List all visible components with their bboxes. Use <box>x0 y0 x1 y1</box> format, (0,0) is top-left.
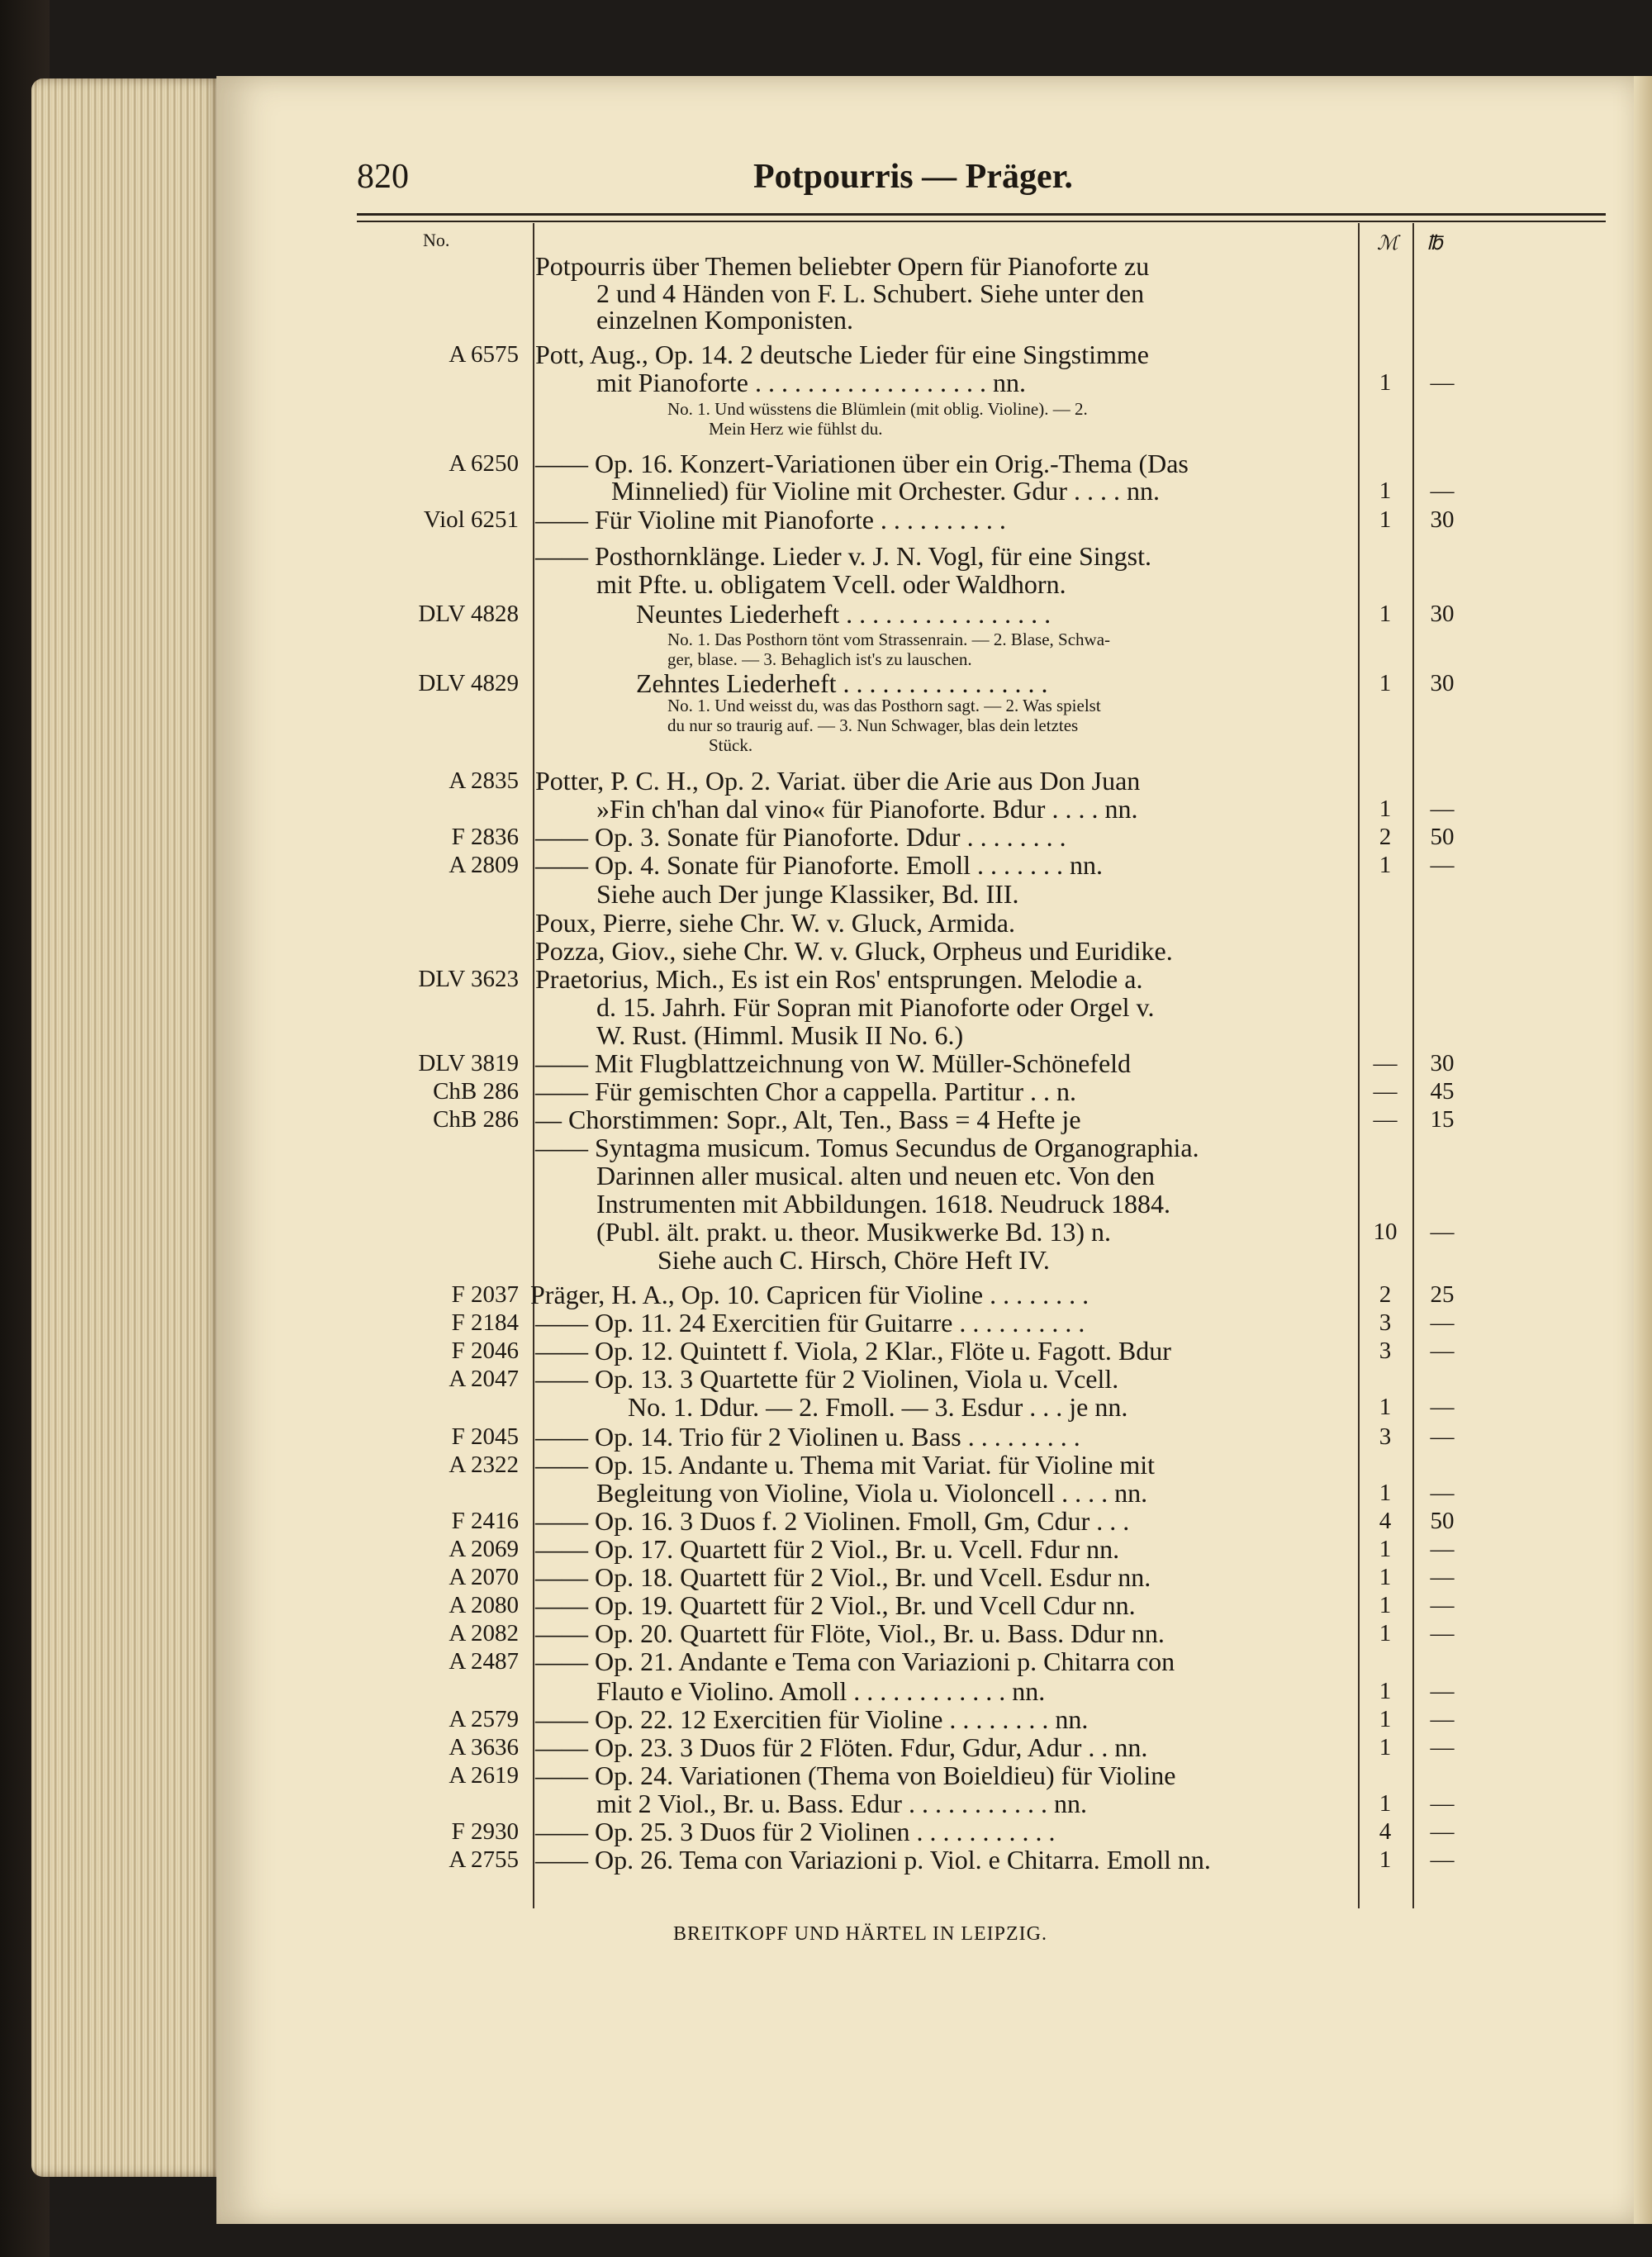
catalog-number: A 3636 <box>449 1734 519 1760</box>
entry-text-line: »Fin ch'han dal vino« für Pianoforte. Bdur . . . . nn. <box>596 794 1138 824</box>
header-rule-thin <box>357 221 1606 222</box>
entry-text-line: 2 und 4 Händen von F. L. Schubert. Siehe unter den <box>596 278 1145 308</box>
entry-text-line: W. Rust. (Himml. Musik II No. 6.) <box>596 1020 964 1050</box>
catalog-number: DLV 3623 <box>418 966 519 992</box>
entry-text-line: Minnelied) für Violine mit Orchester. Gdur . . . . nn. <box>611 476 1161 506</box>
entry-text-line: d. 15. Jahrh. Für Sopran mit Pianoforte oder Orgel v. <box>596 992 1155 1022</box>
entry-text-line: —— Op. 15. Andante u. Thema mit Variat. für Violine mit <box>535 1450 1155 1480</box>
price-pfennig: — <box>1430 1790 1455 1817</box>
entry-text-line: einzelnen Komponisten. <box>596 305 854 335</box>
price-pfennig: — <box>1430 1338 1455 1364</box>
price-pfennig: 30 <box>1430 506 1455 533</box>
column-header-pfennig: ℔ <box>1427 233 1443 254</box>
entry-text-line: —— Für Violine mit Pianoforte . . . . . . . . . . <box>535 505 1006 535</box>
price-mark: 2 <box>1379 1281 1392 1308</box>
price-mark: 1 <box>1379 852 1392 878</box>
price-pfennig: — <box>1430 796 1455 822</box>
entry-text-line: Zehntes Liederheft . . . . . . . . . . . . . . . . <box>636 668 1048 698</box>
entry-contents-note: No. 1. Und wüsstens die Blümlein (mit oblig. Violine). — 2. <box>667 399 1088 419</box>
price-mark: 1 <box>1379 506 1392 533</box>
entry-text-line: Darinnen aller musical. alten und neuen etc. Von den <box>596 1161 1155 1190</box>
catalog-number: A 2080 <box>449 1592 519 1618</box>
entry-text-line: — Chorstimmen: Sopr., Alt, Ten., Bass = 4 Hefte je <box>535 1105 1081 1134</box>
entry-text-line: —— Op. 12. Quintett f. Viola, 2 Klar., Flöte u. Fagott. Bdur <box>535 1336 1171 1366</box>
price-mark: 1 <box>1379 1536 1392 1562</box>
price-pfennig: 25 <box>1430 1281 1455 1308</box>
running-head: Potpourris — Präger. <box>753 158 1073 196</box>
price-pfennig: — <box>1430 369 1455 396</box>
price-mark: 1 <box>1379 1678 1392 1704</box>
entry-contents-note: ger, blase. — 3. Behaglich ist's zu lauschen. <box>667 649 972 669</box>
price-mark: 2 <box>1379 824 1392 850</box>
entry-text-line: Pott, Aug., Op. 14. 2 deutsche Lieder für eine Singstimme <box>535 340 1149 369</box>
catalog-number: A 2069 <box>449 1536 519 1562</box>
entry-text-line: Potter, P. C. H., Op. 2. Variat. über die Arie aus Don Juan <box>535 766 1141 796</box>
entry-text-line: —— Op. 20. Quartett für Flöte, Viol., Br. u. Bass. Ddur nn. <box>535 1618 1165 1648</box>
entry-text-line: —— Op. 25. 3 Duos für 2 Violinen . . . . . . . . . . . <box>535 1817 1056 1846</box>
entry-text-line: —— Op. 26. Tema con Variazioni p. Viol. e Chitarra. Emoll nn. <box>535 1845 1211 1874</box>
price-pfennig: — <box>1430 1734 1455 1760</box>
catalog-number: A 2047 <box>449 1366 519 1392</box>
price-pfennig: 50 <box>1430 824 1455 850</box>
entry-text-line: Potpourris über Themen beliebter Opern für Pianoforte zu <box>535 251 1150 281</box>
price-mark: — <box>1373 1050 1398 1076</box>
entry-text-line: Neuntes Liederheft . . . . . . . . . . . . . . . . <box>636 599 1051 629</box>
entry-text-line: Poux, Pierre, siehe Chr. W. v. Gluck, Armida. <box>535 908 1015 938</box>
catalog-number: F 2046 <box>451 1338 519 1364</box>
price-pfennig: 30 <box>1430 601 1455 627</box>
catalog-number: ChB 286 <box>433 1106 519 1133</box>
entry-text-line: Instrumenten mit Abbildungen. 1618. Neudruck 1884. <box>596 1189 1171 1219</box>
entry-text-line: mit Pianoforte . . . . . . . . . . . . . . . . . . nn. <box>596 368 1026 397</box>
catalog-number: A 2755 <box>449 1846 519 1873</box>
catalog-number: F 2836 <box>451 824 519 850</box>
entry-text-line: —— Für gemischten Chor a cappella. Partitur . . n. <box>535 1076 1076 1106</box>
price-mark: 1 <box>1379 1706 1392 1732</box>
catalog-number: DLV 3819 <box>418 1050 519 1076</box>
catalog-number: Viol 6251 <box>423 506 519 533</box>
price-pfennig: 50 <box>1430 1508 1455 1534</box>
entry-text-line: —— Op. 11. 24 Exercitien für Guitarre . . . . . . . . . . <box>535 1308 1085 1338</box>
entry-text-line: Siehe auch C. Hirsch, Chöre Heft IV. <box>657 1245 1050 1275</box>
entry-text-line: —— Op. 13. 3 Quartette für 2 Violinen, Viola u. Vcell. <box>535 1364 1119 1394</box>
price-pfennig: — <box>1430 1678 1455 1704</box>
entry-text-line: mit Pfte. u. obligatem Vcell. oder Waldhorn. <box>596 569 1066 599</box>
price-mark: — <box>1373 1106 1398 1133</box>
price-pfennig: — <box>1430 1818 1455 1845</box>
price-mark: 1 <box>1379 1620 1392 1646</box>
price-pfennig: — <box>1430 1564 1455 1590</box>
price-mark: 1 <box>1379 1790 1392 1817</box>
catalog-number: F 2045 <box>451 1423 519 1450</box>
entry-contents-note: Stück. <box>709 735 753 755</box>
catalog-number-column-rule <box>533 223 534 1908</box>
price-pfennig: 30 <box>1430 1050 1455 1076</box>
catalog-number: A 2835 <box>449 767 519 794</box>
entry-text-line: —— Op. 18. Quartett für 2 Viol., Br. und Vcell. Esdur nn. <box>535 1562 1151 1592</box>
entry-text-line: —— Op. 16. 3 Duos f. 2 Violinen. Fmoll, Gm, Cdur . . . <box>535 1506 1130 1536</box>
price-mark: 1 <box>1379 1394 1392 1420</box>
price-pfennig: 45 <box>1430 1078 1455 1105</box>
catalog-number: F 2930 <box>451 1818 519 1845</box>
price-mark: 1 <box>1379 478 1392 504</box>
price-mark: 3 <box>1379 1338 1392 1364</box>
catalog-number: A 2619 <box>449 1762 519 1789</box>
price-mark: — <box>1373 1078 1398 1105</box>
price-mark: 1 <box>1379 670 1392 696</box>
entry-text-line: —— Op. 19. Quartett für 2 Viol., Br. und Vcell Cdur nn. <box>535 1590 1136 1620</box>
price-pfennig: — <box>1430 1480 1455 1506</box>
price-mark: 10 <box>1373 1219 1398 1245</box>
entry-text-line: No. 1. Ddur. — 2. Fmoll. — 3. Esdur . . . je nn. <box>628 1392 1128 1422</box>
price-pfennig: — <box>1430 478 1455 504</box>
price-mark: 4 <box>1379 1508 1392 1534</box>
catalog-number: A 2809 <box>449 852 519 878</box>
header-rule <box>357 213 1606 216</box>
entry-text-line: —— Op. 16. Konzert-Variationen über ein Orig.-Thema (Das <box>535 449 1189 478</box>
entry-contents-note: No. 1. Das Posthorn tönt vom Strassenrain. — 2. Blase, Schwa- <box>667 630 1111 649</box>
price-mark: 3 <box>1379 1423 1392 1450</box>
entry-text-line: —— Op. 21. Andante e Tema con Variazioni p. Chitarra con <box>535 1646 1175 1676</box>
entry-text-line: Pozza, Giov., siehe Chr. W. v. Gluck, Orpheus und Euridike. <box>535 936 1173 966</box>
entry-text-line: —— Op. 3. Sonate für Pianoforte. Ddur . . . . . . . . <box>535 822 1066 852</box>
catalog-number: DLV 4828 <box>418 601 519 627</box>
price-mark: 1 <box>1379 1734 1392 1760</box>
price-pfennig: — <box>1430 1706 1455 1732</box>
price-pfennig: — <box>1430 1219 1455 1245</box>
price-pfennig: — <box>1430 852 1455 878</box>
price-pfennig: — <box>1430 1846 1455 1873</box>
entry-text-line: —— Op. 24. Variationen (Thema von Boieldieu) für Violine <box>535 1760 1176 1790</box>
price-pfennig: — <box>1430 1536 1455 1562</box>
price-pfennig: — <box>1430 1394 1455 1420</box>
entry-text-line: —— Op. 14. Trio für 2 Violinen u. Bass . . . . . . . . . <box>535 1422 1080 1452</box>
price-mark: 1 <box>1379 601 1392 627</box>
catalog-number: F 2184 <box>451 1309 519 1336</box>
entry-text-line: Praetorius, Mich., Es ist ein Ros' entsprungen. Melodie a. <box>535 964 1143 994</box>
catalog-number: A 6575 <box>449 341 519 368</box>
entry-contents-note: Mein Herz wie fühlst du. <box>709 419 883 439</box>
entry-text-line: Siehe auch Der junge Klassiker, Bd. III. <box>596 879 1019 909</box>
catalog-number: F 2416 <box>451 1508 519 1534</box>
price-mark: 1 <box>1379 369 1392 396</box>
catalog-number: A 2579 <box>449 1706 519 1732</box>
entry-text-line: Präger, H. A., Op. 10. Capricen für Violine . . . . . . . . <box>530 1280 1089 1309</box>
catalog-number: A 2070 <box>449 1564 519 1590</box>
price-mark: 1 <box>1379 1846 1392 1873</box>
catalog-number: DLV 4829 <box>418 670 519 696</box>
price-mark: 1 <box>1379 1592 1392 1618</box>
price-pfennig: — <box>1430 1620 1455 1646</box>
entry-text-line: —— Posthornklänge. Lieder v. J. N. Vogl, für eine Singst. <box>535 541 1152 571</box>
price-mark: 3 <box>1379 1309 1392 1336</box>
entry-text-line: mit 2 Viol., Br. u. Bass. Edur . . . . . . . . . . . nn. <box>596 1789 1087 1818</box>
entry-text-line: (Publ. ält. prakt. u. theor. Musikwerke Bd. 13) n. <box>596 1217 1112 1247</box>
catalog-number: ChB 286 <box>433 1078 519 1105</box>
price-mark: 1 <box>1379 796 1392 822</box>
catalog-number: A 2487 <box>449 1648 519 1675</box>
page-stack-edge <box>31 78 221 2177</box>
entry-text-line: Flauto e Violino. Amoll . . . . . . . . . . . . nn. <box>596 1676 1046 1706</box>
price-pfennig: 30 <box>1430 670 1455 696</box>
price-mark: 4 <box>1379 1818 1392 1845</box>
entry-text-line: —— Op. 17. Quartett für 2 Viol., Br. u. Vcell. Fdur nn. <box>535 1534 1120 1564</box>
entry-text-line: —— Op. 22. 12 Exercitien für Violine . . . . . . . . nn. <box>535 1704 1089 1734</box>
catalog-number: A 6250 <box>449 450 519 477</box>
price-pfennig: 15 <box>1430 1106 1455 1133</box>
entry-text-line: Begleitung von Violine, Viola u. Violoncell . . . . nn. <box>596 1478 1148 1508</box>
price-mark: 1 <box>1379 1480 1392 1506</box>
entry-text-line: —— Syntagma musicum. Tomus Secundus de Organographia. <box>535 1133 1199 1162</box>
page-number: 820 <box>357 158 409 196</box>
price-mark: 1 <box>1379 1564 1392 1590</box>
catalog-number: F 2037 <box>451 1281 519 1308</box>
page-right-edge <box>1634 76 1652 2224</box>
column-header-number: No. <box>423 230 450 250</box>
entry-text-line: —— Mit Flugblattzeichnung von W. Müller-Schönefeld <box>535 1048 1132 1078</box>
price-pfennig: — <box>1430 1592 1455 1618</box>
price-pfennig: — <box>1430 1309 1455 1336</box>
publisher-footer: BREITKOPF UND HÄRTEL IN LEIPZIG. <box>673 1923 1047 1945</box>
catalog-number: A 2322 <box>449 1452 519 1478</box>
price-pfennig: — <box>1430 1423 1455 1450</box>
entry-text-line: —— Op. 23. 3 Duos für 2 Flöten. Fdur, Gdur, Adur . . nn. <box>535 1732 1148 1762</box>
entry-contents-note: du nur so traurig auf. — 3. Nun Schwager, blas dein letztes <box>667 715 1079 735</box>
entry-contents-note: No. 1. Und weisst du, was das Posthorn sagt. — 2. Was spielst <box>667 696 1101 715</box>
column-header-mark: ℳ <box>1377 233 1398 254</box>
entry-text-line: —— Op. 4. Sonate für Pianoforte. Emoll . . . . . . . nn. <box>535 850 1104 880</box>
catalog-number: A 2082 <box>449 1620 519 1646</box>
